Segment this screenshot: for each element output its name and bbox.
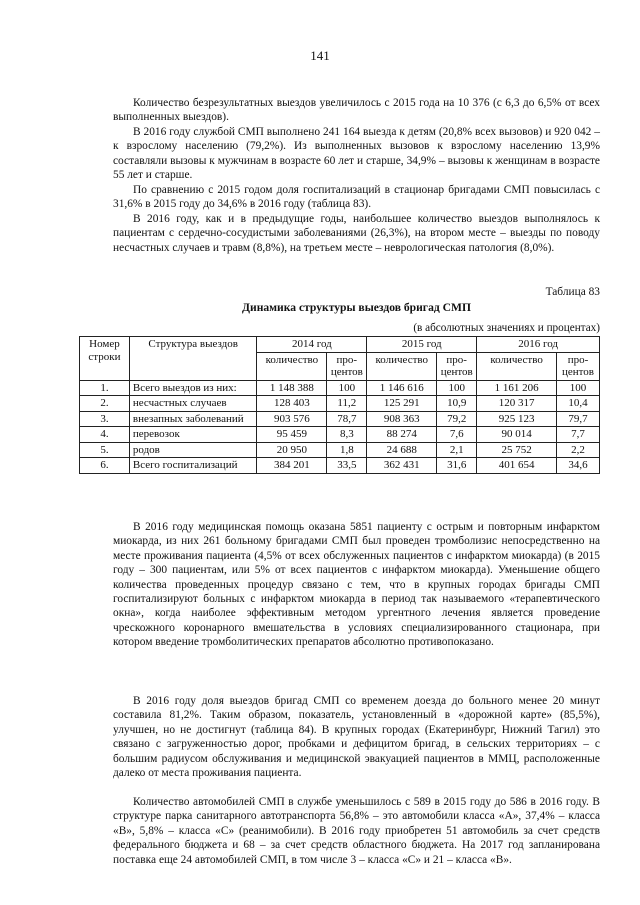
cell-value: 79,2 [437, 411, 477, 427]
cell-value: 10,4 [556, 396, 599, 412]
cell-value: 20 950 [257, 442, 327, 458]
paragraph-text: В 2016 году медицинская помощь оказана 5851 пациенту с острым и повторным инфарктом миокарда, из них 261 больному бригадами СМП был проведен тромболизис непосредственно на месте проживания пациента (4,5% от всех обслуженных пациентов с инфарктом миокарда) (в 2015 году – 300 пациентам, или 5% от всех пациентов с инфарктом миокарда). Уменьшение общего количества проведенных процедур связано с тем, что в крупных городах бригады СМП госпитализируют больных с инфарктом миокарда в период так называемого «терапевтического окна», когда наиболее эффективным методом ургентного лечения является проведение чрескожного коронарного вмешательства в условиях специализированного стационара, при котором введение тромболитических препаратов абсолютно противопоказано. [113, 521, 600, 649]
cell-structure: несчастных случаев [129, 396, 257, 412]
cell-value: 10,9 [437, 396, 477, 412]
cell-value: 100 [437, 380, 477, 396]
cell-value: 908 363 [367, 411, 437, 427]
cell-row-number: 4. [80, 427, 130, 443]
cell-value: 78,7 [327, 411, 367, 427]
paragraph-text: По сравнению с 2015 годом доля госпитализаций в стационар бригадами СМП повысилась с 31,6% в 2015 году до 34,6% в 2016 году (таблица 83). [113, 184, 600, 211]
paragraph [113, 125, 600, 183]
table-row [80, 458, 600, 474]
cell-row-number: 5. [80, 442, 130, 458]
cell-value: 2,1 [437, 442, 477, 458]
cell-value: 34,6 [556, 458, 599, 474]
header-year: 2016 год [477, 337, 600, 353]
cell-value: 7,6 [437, 427, 477, 443]
table-title: Динамика структуры выездов бригад СМП [242, 301, 471, 314]
paragraph [113, 694, 600, 780]
data-table [79, 336, 600, 474]
cell-structure: Всего выездов из них: [129, 380, 257, 396]
header-row-number: Номер строки [80, 337, 130, 381]
cell-value: 120 317 [477, 396, 557, 412]
cell-value: 31,6 [437, 458, 477, 474]
table-units-note: (в абсолютных значениях и процентах) [413, 322, 600, 334]
cell-value: 925 123 [477, 411, 557, 427]
header-year: 2014 год [257, 337, 367, 353]
header-percent: про-центов [437, 352, 477, 380]
cell-value: 1 146 616 [367, 380, 437, 396]
paragraph [113, 520, 600, 650]
cell-structure: родов [129, 442, 257, 458]
table-row [80, 411, 600, 427]
cell-value: 384 201 [257, 458, 327, 474]
cell-value: 90 014 [477, 427, 557, 443]
table-label: Таблица 83 [545, 286, 600, 298]
paragraph [113, 795, 600, 867]
table-row [80, 380, 600, 396]
cell-value: 11,2 [327, 396, 367, 412]
cell-value: 100 [327, 380, 367, 396]
cell-value: 903 576 [257, 411, 327, 427]
cell-value: 2,2 [556, 442, 599, 458]
table-row [80, 442, 600, 458]
cell-value: 7,7 [556, 427, 599, 443]
cell-value: 25 752 [477, 442, 557, 458]
table-header-row [80, 337, 600, 353]
cell-value: 95 459 [257, 427, 327, 443]
cell-value: 125 291 [367, 396, 437, 412]
table-row [80, 396, 600, 412]
cell-value: 128 403 [257, 396, 327, 412]
cell-value: 1 161 206 [477, 380, 557, 396]
header-count: количество [257, 352, 327, 380]
paragraph-text: В 2016 году доля выездов бригад СМП со временем доезда до больного менее 20 минут составила 81,2%. Таким образом, показатель, установленный в «дорожной карте» (85,5%), улучшен, но не достигнут (таблица 84). В крупных городах (Екатеринбург, Нижний Тагил) это связано с загруженностью дорог, пробками и дефицитом бригад, в сельских территориях – с большим радиусом обслуживания и медицинской эвакуацией пациентов в ММЦ, расположенные далеко от места проживания пациента. [113, 695, 600, 780]
cell-value: 79,7 [556, 411, 599, 427]
header-year: 2015 год [367, 337, 477, 353]
paragraph [113, 212, 600, 255]
header-percent: про-центов [556, 352, 599, 380]
cell-value: 100 [556, 380, 599, 396]
cell-structure: внезапных заболеваний [129, 411, 257, 427]
paragraph-text: Количество автомобилей СМП в службе уменьшилось с 589 в 2015 году до 586 в 2016 году. В структуре парка санитарного автотранспорта 56,8% – это автомобили класса «А», 37,4% – класса «В», 5,8% – класса «С» (реанимобили). В 2016 году приобретен 51 автомобиль за счет средств федерального бюджета и 68 – за счет средств областного бюджета. На 2017 год запланирована поставка еще 24 автомобилей СМП, в том числе 3 – класса «С» и 21 – класса «В». [113, 796, 600, 866]
paragraph-text: В 2016 году службой СМП выполнено 241 164 выезда к детям (20,8% всех вызовов) и 920 042 – к взрослому населению (79,2%). Из выполненных вызовов к взрослому населению 13,9% составляли вызовы к мужчинам в возрасте 60 лет и старше, 34,9% – вызовы к женщинам в возрасте 55 лет и старше. [113, 126, 600, 182]
cell-structure: Всего госпитализаций [129, 458, 257, 474]
page-number: 141 [310, 48, 330, 63]
cell-row-number: 3. [80, 411, 130, 427]
cell-value: 362 431 [367, 458, 437, 474]
cell-value: 88 274 [367, 427, 437, 443]
cell-row-number: 2. [80, 396, 130, 412]
header-count: количество [367, 352, 437, 380]
table-row [80, 427, 600, 443]
header-structure: Структура выездов [129, 337, 257, 381]
paragraph-text: В 2016 году, как и в предыдущие годы, наибольшее количество выездов выполнялось к пациентам с сердечно-сосудистыми заболеваниями (26,3%), на втором месте – выезды по поводу несчастных случаев и травм (8,8%), на третьем месте – неврологическая патология (8,0%). [113, 213, 600, 254]
cell-structure: перевозок [129, 427, 257, 443]
cell-row-number: 6. [80, 458, 130, 474]
cell-value: 1 148 388 [257, 380, 327, 396]
paragraph [113, 183, 600, 212]
header-count: количество [477, 352, 557, 380]
cell-value: 8,3 [327, 427, 367, 443]
paragraph [113, 96, 600, 125]
cell-value: 33,5 [327, 458, 367, 474]
cell-value: 24 688 [367, 442, 437, 458]
paragraph-text: Количество безрезультатных выездов увеличилось с 2015 года на 10 376 (с 6,3 до 6,5% от всех выполненных выездов). [113, 97, 600, 124]
cell-row-number: 1. [80, 380, 130, 396]
cell-value: 1,8 [327, 442, 367, 458]
header-percent: про-центов [327, 352, 367, 380]
cell-value: 401 654 [477, 458, 557, 474]
